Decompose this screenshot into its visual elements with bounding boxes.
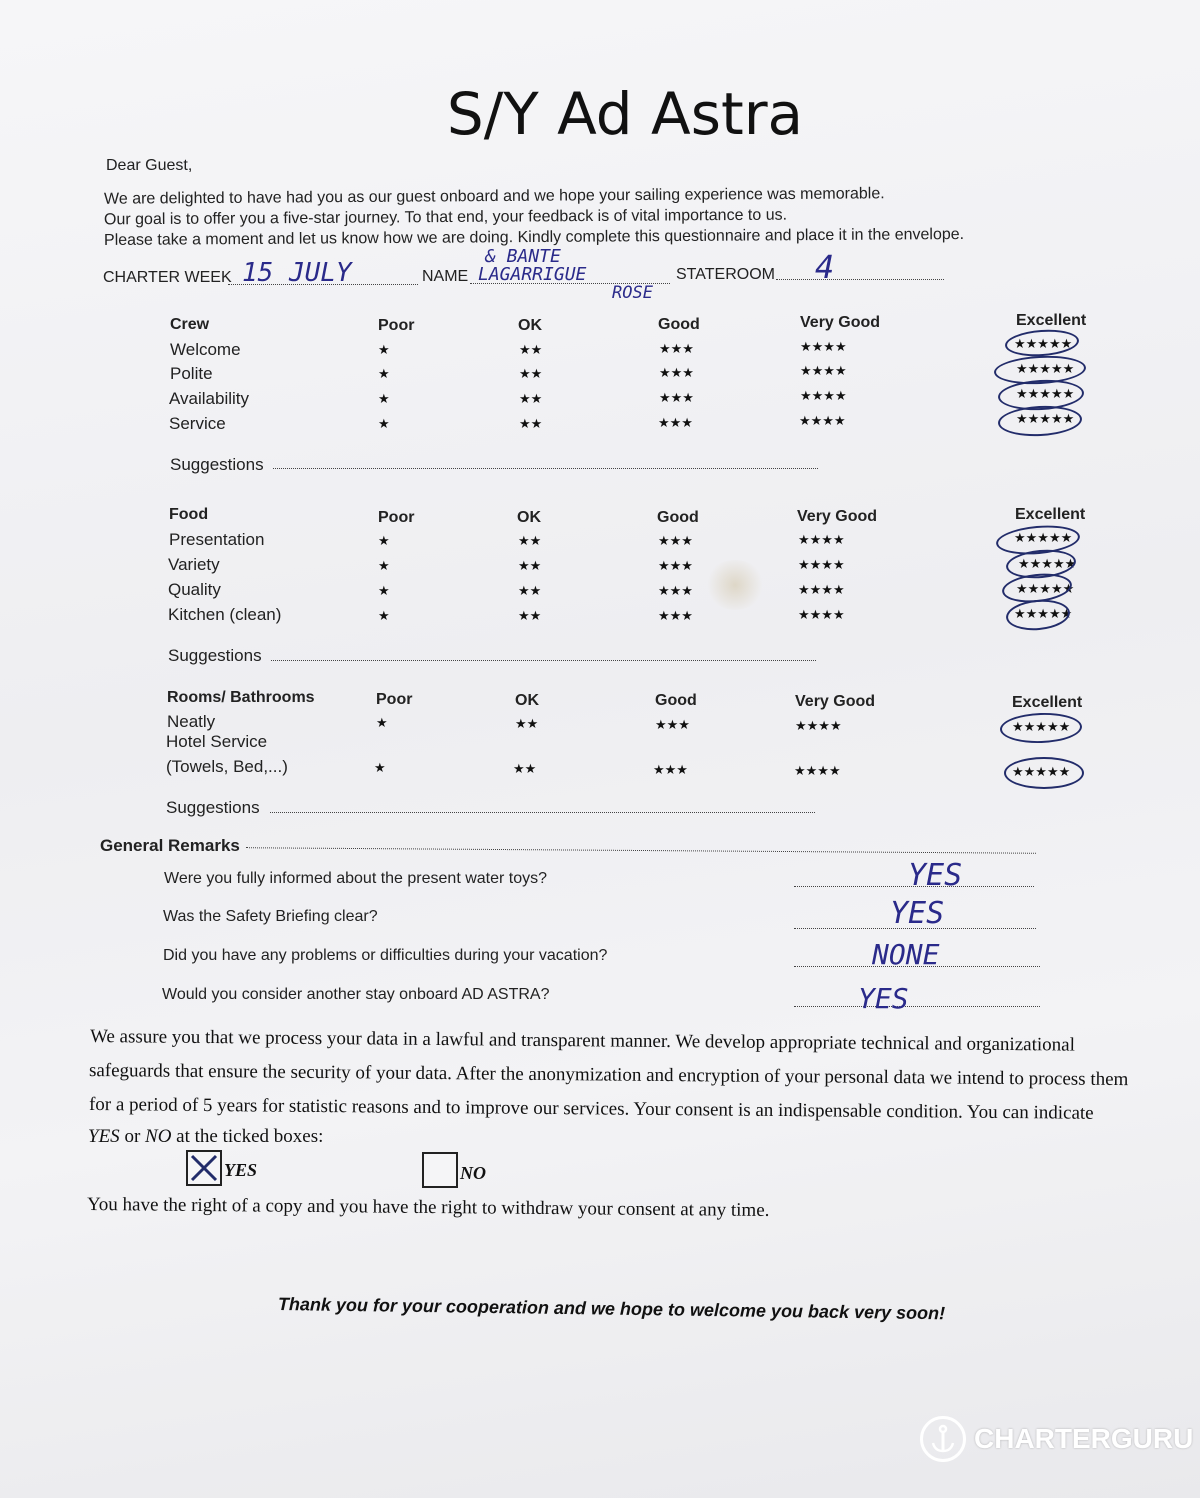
crew-welcome-verygood-stars[interactable]: ★★★★ [800, 339, 847, 354]
privacy-line-3: for a period of 5 years for statistic reasons and to improve our services. Your consent is an indispensable condition. You can indicate [88, 1094, 1094, 1124]
crew-col-good: Good [658, 316, 700, 333]
crew-availability-ok-stars[interactable]: ★★ [519, 391, 543, 406]
food-quality-good-stars[interactable]: ★★★ [658, 583, 693, 598]
stateroom-line [776, 279, 944, 280]
page-title: S/Y Ad Astra [446, 80, 804, 148]
charter-week-label: CHARTER WEEK [103, 269, 232, 286]
thank-you-message: Thank you for your cooperation and we hope to welcome you back very soon! [277, 1294, 946, 1324]
rooms-col-good: Good [655, 692, 697, 709]
greeting: Dear Guest, [106, 157, 193, 174]
food-item-variety: Variety [168, 555, 220, 574]
rooms-title: Rooms/ Bathrooms [167, 689, 315, 706]
crew-polite-excellent-stars[interactable]: ★★★★★ [1016, 361, 1075, 376]
crew-suggestions-line[interactable] [273, 468, 818, 469]
food-item-presentation: Presentation [169, 530, 265, 549]
food-presentation-good-stars[interactable]: ★★★ [658, 533, 693, 548]
rooms-item-hotel-service: Hotel Service [166, 732, 268, 751]
crew-item-service: Service [169, 414, 226, 433]
food-item-kitchen: Kitchen (clean) [168, 605, 282, 624]
crew-availability-good-stars[interactable]: ★★★ [659, 390, 694, 405]
intro-line-3: Please take a moment and let us know how we are doing. Kindly complete this questionnaire and place it in the envelope. [103, 225, 965, 250]
intro-line-1: We are delighted to have had you as our guest onboard and we hope your sailing experience was memorable. [103, 185, 885, 208]
question-water-toys: Were you fully informed about the present water toys? [164, 870, 548, 887]
food-suggestions-label: Suggestions [168, 646, 262, 665]
food-suggestions-line[interactable] [271, 660, 816, 661]
question-safety-briefing: Was the Safety Briefing clear? [163, 908, 378, 925]
answer-line-another-stay [794, 1006, 1040, 1007]
food-col-poor: Poor [378, 509, 415, 526]
privacy-rest: at the ticked boxes: [171, 1126, 324, 1147]
crew-service-ok-stars[interactable]: ★★ [519, 416, 543, 431]
consent-no-checkbox[interactable] [422, 1152, 458, 1188]
crew-availability-verygood-stars[interactable]: ★★★★ [800, 388, 847, 403]
food-variety-poor-stars[interactable]: ★ [378, 558, 390, 573]
privacy-no-word: NO [145, 1126, 172, 1147]
question-another-stay: Would you consider another stay onboard AD ASTRA? [162, 986, 550, 1003]
question-problems: Did you have any problems or difficulties during your vacation? [163, 947, 608, 964]
privacy-line-1: We assure you that we process your data in a lawful and transparent manner. We develop appropriate technical and organizational [89, 1026, 1075, 1056]
crew-service-poor-stars[interactable]: ★ [378, 416, 390, 431]
rooms-neatly-good-stars[interactable]: ★★★ [655, 717, 690, 732]
food-kitchen-verygood-stars[interactable]: ★★★★ [798, 607, 845, 622]
crew-welcome-poor-stars[interactable]: ★ [378, 342, 390, 357]
rooms-col-poor: Poor [376, 691, 413, 708]
food-quality-verygood-stars[interactable]: ★★★★ [798, 582, 845, 597]
crew-col-poor: Poor [378, 317, 415, 334]
crew-suggestions-label: Suggestions [170, 455, 264, 474]
crew-service-verygood-stars[interactable]: ★★★★ [799, 413, 846, 428]
name-value-bottom[interactable]: ROSE [612, 283, 653, 303]
answer-water-toys[interactable]: YES [908, 858, 963, 893]
privacy-or-word: or [119, 1126, 146, 1147]
privacy-line-2: safeguards that ensure the security of your data. After the anonymization and encryption of your personal data we intend to process them [88, 1060, 1129, 1091]
food-variety-excellent-stars[interactable]: ★★★★★ [1018, 556, 1077, 571]
intro-line-2: Our goal is to offer you a five-star journey. To that end, your feedback is of vital importance to us. [103, 206, 788, 229]
rooms-hotel-verygood-stars[interactable]: ★★★★ [794, 763, 841, 778]
rooms-hotel-selection-circle [1004, 757, 1084, 789]
food-kitchen-excellent-stars[interactable]: ★★★★★ [1014, 606, 1073, 621]
crew-availability-excellent-stars[interactable]: ★★★★★ [1016, 386, 1075, 401]
food-presentation-ok-stars[interactable]: ★★ [518, 533, 542, 548]
check-x-icon [188, 1152, 220, 1184]
food-presentation-poor-stars[interactable]: ★ [378, 533, 390, 548]
food-kitchen-ok-stars[interactable]: ★★ [518, 608, 542, 623]
crew-item-polite: Polite [170, 364, 213, 383]
privacy-line-4 [88, 1126, 323, 1148]
crew-polite-verygood-stars[interactable]: ★★★★ [800, 363, 847, 378]
food-col-ok: OK [517, 509, 541, 526]
rooms-col-ok: OK [515, 692, 539, 709]
stateroom-label: STATEROOM [676, 266, 775, 283]
general-remarks-title: General Remarks [100, 836, 240, 855]
rooms-neatly-excellent-stars[interactable]: ★★★★★ [1012, 719, 1071, 734]
crew-col-verygood: Very Good [800, 314, 881, 331]
food-variety-verygood-stars[interactable]: ★★★★ [798, 557, 845, 572]
food-title: Food [169, 506, 209, 523]
food-quality-ok-stars[interactable]: ★★ [518, 583, 542, 598]
rooms-hotel-good-stars[interactable]: ★★★ [653, 762, 688, 777]
crew-welcome-good-stars[interactable]: ★★★ [659, 341, 694, 356]
rooms-suggestions-label: Suggestions [166, 798, 260, 817]
answer-safety-briefing[interactable]: YES [890, 896, 945, 931]
rooms-hotel-excellent-stars[interactable]: ★★★★★ [1012, 764, 1071, 779]
consent-no-label: NO [460, 1163, 486, 1183]
crew-availability-poor-stars[interactable]: ★ [378, 391, 390, 406]
rooms-neatly-verygood-stars[interactable]: ★★★★ [795, 718, 842, 733]
rooms-hotel-poor-stars[interactable]: ★ [374, 760, 386, 775]
crew-polite-good-stars[interactable]: ★★★ [659, 365, 694, 380]
food-item-quality: Quality [168, 580, 221, 599]
crew-title: Crew [170, 316, 210, 333]
answer-problems[interactable]: NONE [872, 938, 940, 971]
food-col-excellent: Excellent [1015, 506, 1086, 523]
rooms-item-neatly: Neatly [167, 712, 216, 731]
watermark-text: CHARTERGURU [974, 1423, 1194, 1454]
answer-another-stay[interactable]: YES [858, 982, 909, 1015]
rooms-col-verygood: Very Good [795, 693, 876, 710]
crew-polite-ok-stars[interactable]: ★★ [519, 366, 543, 381]
food-col-good: Good [657, 509, 699, 526]
name-label: NAME [422, 268, 469, 285]
crew-welcome-ok-stars[interactable]: ★★ [519, 342, 543, 357]
consent-yes-label: YES [224, 1160, 258, 1180]
name-value-mid[interactable]: LAGARRIGUE [478, 264, 587, 285]
food-variety-ok-stars[interactable]: ★★ [518, 558, 542, 573]
rooms-neatly-poor-stars[interactable]: ★ [376, 715, 388, 730]
privacy-yes-word: YES [88, 1126, 120, 1147]
rooms-hotel-ok-stars[interactable]: ★★ [513, 761, 537, 776]
charter-week-value[interactable]: 15 JULY [242, 258, 352, 288]
food-kitchen-poor-stars[interactable]: ★ [378, 608, 390, 623]
privacy-copy-line: You have the right of a copy and you have the right to withdraw your consent at any time. [86, 1194, 770, 1221]
food-presentation-excellent-stars[interactable]: ★★★★★ [1014, 530, 1073, 545]
charterguru-logo [920, 1416, 1193, 1462]
stain-mark [705, 560, 765, 610]
food-variety-good-stars[interactable]: ★★★ [658, 558, 693, 573]
food-kitchen-good-stars[interactable]: ★★★ [658, 608, 693, 623]
crew-col-ok: OK [518, 317, 542, 334]
anchor-icon [920, 1416, 966, 1462]
crew-col-excellent: Excellent [1016, 312, 1087, 329]
crew-item-welcome: Welcome [170, 340, 241, 359]
crew-welcome-excellent-stars[interactable]: ★★★★★ [1014, 336, 1073, 351]
rooms-neatly-ok-stars[interactable]: ★★ [515, 716, 539, 731]
crew-item-availability: Availability [169, 389, 250, 408]
food-col-verygood: Very Good [797, 508, 878, 525]
name-value-top[interactable]: & BANTE [485, 246, 561, 267]
rooms-col-excellent: Excellent [1012, 694, 1083, 711]
rooms-item-towels-bed: (Towels, Bed,...) [166, 757, 288, 776]
food-presentation-verygood-stars[interactable]: ★★★★ [798, 532, 845, 547]
rooms-suggestions-line[interactable] [270, 812, 815, 813]
food-quality-poor-stars[interactable]: ★ [378, 583, 390, 598]
stateroom-value[interactable]: 4 [815, 248, 835, 286]
consent-yes-checkbox[interactable] [186, 1150, 222, 1186]
crew-service-good-stars[interactable]: ★★★ [658, 415, 693, 430]
crew-polite-poor-stars[interactable]: ★ [378, 366, 390, 381]
food-quality-excellent-stars[interactable]: ★★★★★ [1016, 581, 1075, 596]
crew-service-excellent-stars[interactable]: ★★★★★ [1016, 411, 1075, 426]
